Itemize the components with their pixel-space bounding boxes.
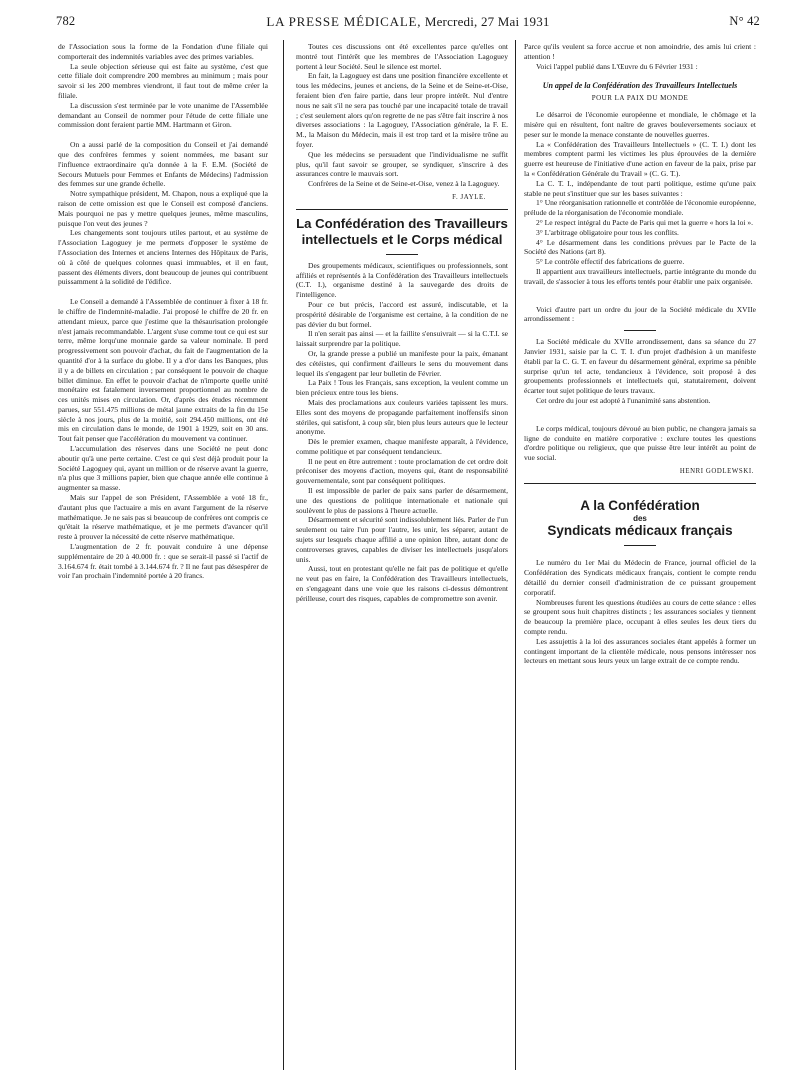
appeal-title: Un appel de la Confédération des Travailleurs Intellectuels [542, 81, 738, 91]
column-left [58, 42, 268, 581]
page-header [56, 14, 760, 34]
paragraph: 1° Une réorganisation rationnelle et contrôlée de l'économie européenne, prélude de la réorganisation de l'économie mondiale. [524, 198, 756, 218]
paragraph: L'augmentation de 2 fr. pouvait conduire à une dépense supplémentaire de 20 à 40.000 fr. : que se serait-il passé si l'actif de 3.164.674 fr. était tombé à 3.144.674 fr. ? Il ne faut pas désespérer de voir l'an prochain l'indemnité portée à 20 francs. [58, 542, 268, 581]
issue-number: N° 42 [729, 14, 760, 28]
author-signature: HENRI GODLEWSKI. [679, 467, 754, 475]
paragraph: Dès le premier examen, chaque manifeste apparaît, à l'évidence, comme politique et par conséquent tendancieux. [296, 437, 508, 456]
paragraph: Le numéro du 1er Mai du Médecin de France, journal officiel de la Confédération des Syndicats médicaux français, contient le compte rendu détaillé du dernier conseil d'administration de ce puissant groupement corporatif. [524, 558, 756, 597]
issue-date: Mercredi, 27 Mai 1931 [424, 14, 550, 29]
paragraph: Le Conseil a demandé à l'Assemblée de continuer à fixer à 18 fr. le chiffre de l'indemnité-maladie. J'ai proposé le chiffre de 20 fr. en attendant mieux, parce que j'estime que la thésaurisation prolongée n'est jamais recommandable. L'argent s'use comme tout ce qui est sur terre, même lorqu'une monnaie garde sa valeur nominale. Il perd progressivement son pouvoir d'achat, du fait de l'augmentation de la quantité d'or à la surface du globe. Il y a d'or dans les Banques, plus il y a de billets en circulation ; par conséquent le pouvoir de chaque billet diminue. En effet le pouvoir d'achat de n'importe quelle unité monétaire est fatalement inversement proportionnel au nombre de ces unités mises en circulation. Or, d'après des études récemment parues, sur 551.475 millions de métal jaune extraits de la fin du 15e siècle à nos jours, plus de la moitié, soit 294.450 millions, ont été mis en circulation dans le monde, de 1901 à 1929, soit en 30 ans. Tout fait penser que l'accélération du mouvement va continuer. [58, 297, 268, 444]
column-divider [515, 40, 516, 1070]
paragraph: La Paix ! Tous les Français, sans exception, la veulent comme un bien précieux entre tous les biens. [296, 378, 508, 398]
paragraph: La C. T. I., indépendante de tout parti politique, estime qu'une paix stable ne peut s'instituer que sur les bases suivantes : [524, 178, 756, 198]
paragraph: Des groupements médicaux, scientifiques ou professionnels, sont affiliés et représentés à la Confédération des Travailleurs intellectuels (C.T. I.), organisme destiné à la sauvegarde des droits de l'intelligence. [296, 260, 508, 300]
paragraph: Le corps médical, toujours dévoué au bien public, ne changera jamais sa ligne de conduite en matière corporative : exclure toutes les questions d'ordre politique ou religieux, que que puisse être leur intérêt au point de vue social. [524, 423, 756, 463]
paragraph: La « Confédération des Travailleurs Intellectuels » (C. T. I.) dont les membres comptent parmi les victimes les plus éprouvées de la dernière guerre est heureuse de l'initiative d'une action en faveur de la paix, prise par la « Confédération Générale du Travail » (C. G. T.). [524, 139, 756, 178]
paragraph: Pour ce but précis, l'accord est assuré, indiscutable, et la prospérité désirable de l'organisme est certaine, à la condition de ne pas dévier du but formel. [296, 299, 508, 329]
section-rule [524, 483, 756, 484]
paragraph: Il n'en serait pas ainsi — et la faillite s'ensuivrait — si la C.T.I. se laissait surprendre par la politique. [296, 329, 508, 349]
page-number: 782 [56, 14, 76, 28]
paragraph: Cet ordre du jour est adopté à l'unanimité sans abstention. [536, 395, 711, 405]
journal-title [56, 14, 760, 30]
article-heading: La Confédération des Travailleurs intellectuels et le Corps médical [296, 215, 508, 247]
column-middle [296, 42, 508, 604]
separator-rule [624, 330, 656, 331]
paragraph: Les changements sont toujours utiles partout, et au système de l'Association Lagoguey je me permets d'opposer le système de l'Association des Internes et anciens Internes des Hôpitaux de Paris, où à côté de quelques colonnes quasi immuables, et il en faut, passent des éléments divers, dont beaucoup de jeunes qui contribuent puissamment à la solidité de l'édifice. [58, 228, 268, 287]
paragraph: Parce qu'ils veulent sa force accrue et non amoindrie, des amis lui crient : attention ! [524, 42, 756, 61]
paragraph: Il ne peut en être autrement : toute proclamation de cet ordre doit préconiser des moyens d'action, moyens qui, étant de responsabilité gouvernementale, sont par conséquent politiques. [296, 456, 508, 486]
article-heading-sub: Syndicats médicaux français [547, 523, 733, 539]
section-rule [296, 209, 508, 210]
paragraph: Or, la grande presse a publié un manifeste pour la paix, émanant des cétéistes, qui confirment d'ailleurs le sens du mouvement dans lequel ils s'engagent par leur bulletin de Février. [296, 348, 508, 378]
paragraph: La Société médicale du XVIIe arrondissement, dans sa séance du 27 Janvier 1931, saisie par la C. T. I. d'un projet d'adhésion à un manifeste établi par la C. G. T. en faveur du désarmement général, exprime sa pénible surprise qu'un tel acte, tendancieux à l'évidence, soit proposé à des groupements professionnels et intellectuels qui, statutairement, doivent écarter tout sujet politique de leurs travaux. [524, 337, 756, 396]
author-signature: F. JAYLE. [452, 193, 486, 201]
paragraph: Mais des proclamations aux couleurs variées tapissent les murs. Elles sont des moyens de propagande parfaitement inoffensifs sinon stériles, qui satisfont, à coup sûr, bien plus leurs auteurs que le lecteur anonyme. [296, 397, 508, 437]
paragraph: 4° Le désarmement dans les conditions prévues par le Pacte de la Société des Nations (art 8). [524, 237, 756, 257]
paragraph: 3° L'arbitrage obligatoire pour tous les conflits. [536, 227, 679, 237]
paragraph: Désarmement et sécurité sont indissolublement liés. Parler de l'un seulement ou taire l'un pour l'autre, les unir, les séparer, autant de sujets sur lesquels chaque affilié a une opinion libre, autant donc de controverses graves, capables de diviser les intellectuels jusqu'alors unis. [296, 515, 508, 564]
paragraph: Voici d'autre part un ordre du jour de la Société médicale du XVIIe arrondissement : [524, 304, 756, 324]
paragraph: Il appartient aux travailleurs intellectuels, partie intégrante du monde du travail, de s'associer à tous les efforts tentés pour établir une paix organisée. [524, 266, 756, 286]
paragraph: Voici l'appel publié dans L'Œuvre du 6 Février 1931 : [536, 61, 698, 71]
heading-rule [624, 545, 656, 546]
paragraph: Aussi, tout en protestant qu'elle ne fait pas de politique et qu'elle ne veut pas en faire, la Confédération des Travailleurs intellectuels, en s'engageant dans une voie que les raisons ci-dessus démontrent périlleuse, court des risques, capables de compromettre son avenir. [296, 564, 508, 603]
paragraph: La seule objection sérieuse qui est faite au système, c'est que cette filiale doit comprendre 200 membres au minimum ; mais pour savoir si les 200 membres viendront, il faut tout de même créer la filiale. [58, 61, 268, 100]
paragraph: Notre sympathique président, M. Chapon, nous a expliqué que la raison de cette omission est que le Conseil est composé d'anciens. Mais pourquoi ne pas y mettre quelques jeunes, même masculins, puisque l'on veut des jeunes ? [58, 189, 268, 228]
column-right [524, 42, 756, 666]
article-heading-connector: des [633, 513, 647, 523]
column-divider [283, 40, 284, 1070]
paragraph: Le désarroi de l'économie européenne et mondiale, le chômage et la misère qui en résultent, font naître de graves bouleversements sociaux et peser sur le monde la menace constante de nouvelles guerres. [524, 110, 756, 139]
paragraph: Que les médecins se persuadent que l'individualisme ne suffit plus, qu'il faut savoir se grouper, se syndiquer, s'inscrire à des assurances contre le mauvais sort. [296, 149, 508, 179]
appeal-subtitle: POUR LA PAIX DU MONDE [591, 94, 689, 103]
paragraph: Mais sur l'appel de son Président, l'Assemblée a voté 18 fr., d'autant plus que l'actuaire a mis en avant l'argument de la réserve mathématique. Je ne sais pas si beaucoup de confrères ont compris ce qu'était la réserve mathématique, et je me permets d'avancer qu'il reste à prouver la nécessité de cette réserve mathématique. [58, 493, 268, 542]
paragraph: En fait, la Lagoguey est dans une position financière excellente et tous les médecins, jeunes et anciens, de la Seine et de Seine-et-Oise, feraient bien d'en faire partie, dans leur propre intérêt. Nul d'entre nous ne sait s'il ne sera pas touché par une incapacité totale de travail ; c'est seulement alors qu'on regrette de ne pas s'être fait inscrire à nos diverses associations : la Lagoguey, l'Association générale, la F. E. M., la Maison du Médecin, mais il est trop tard et la misère trône au foyer. [296, 71, 508, 149]
paragraph: 5° Le contrôle effectif des fabrications de guerre. [536, 257, 685, 267]
paragraph: Toutes ces discussions ont été excellentes parce qu'elles ont montré tout l'intérêt que les membres de l'Association Lagoguey portent à leur Société. Seul le silence est mortel. [296, 42, 508, 71]
article-heading: A la Confédération [580, 497, 700, 513]
paragraph: La discussion s'est terminée par le vote unanime de l'Assemblée demandant au Conseil de nommer pour l'étude de cette filiale une commission dont feraient partie MM. Hartmann et Giron. [58, 100, 268, 130]
paragraph: de l'Association sous la forme de la Fondation d'une filiale qui comporterait des indemnités variables avec des primes variables. [58, 42, 268, 61]
paragraph: Les assujettis à la loi des assurances sociales étant appelés à former un contingent important de la clientèle médicale, nous pensons intéresser nos lecteurs en mettant sous leurs yeux un large extrait de ce compte rendu. [524, 636, 756, 666]
journal-name: LA PRESSE MÉDICALE, [266, 14, 422, 29]
paragraph: Confrères de la Seine et de Seine-et-Oise, venez à la Lagoguey. [308, 179, 500, 189]
paragraph: 2° Le respect intégral du Pacte de Paris qui met la guerre « hors la loi ». [536, 217, 753, 227]
paragraph: Il est impossible de parler de paix sans parler de désarmement, une des questions de politique internationale et nationale qui soulèvent le plus de passions à l'heure actuelle. [296, 486, 508, 515]
paragraph: On a aussi parlé de la composition du Conseil et j'ai demandé que des confrères femmes y soient nommées, me basant sur l'influence extraordinaire qu'a donnée à la F. E.M. (Société de Secours Mutuels pour Femmes et Enfants de Médecins) l'admission des femmes sur une grande échelle. [58, 140, 268, 189]
heading-rule [386, 254, 418, 255]
paragraph: Nombreuses furent les questions étudiées au cours de cette séance : elles se groupent sous huit chapitres distincts ; les assurances sociales y tiennent de beaucoup la première place, occupant à elles seules les deux tiers du compte rendu. [524, 597, 756, 637]
paragraph: L'accumulation des réserves dans une Société ne peut donc aboutir qu'à une perte certaine. C'est ce qui s'est déjà produit pour la Société Lagoguey qui, ayant un million or de réserve avant la guerre, n'a plus que 3 millions papier, bien que chaque année elle continue à augmenter sa masse. [58, 444, 268, 493]
